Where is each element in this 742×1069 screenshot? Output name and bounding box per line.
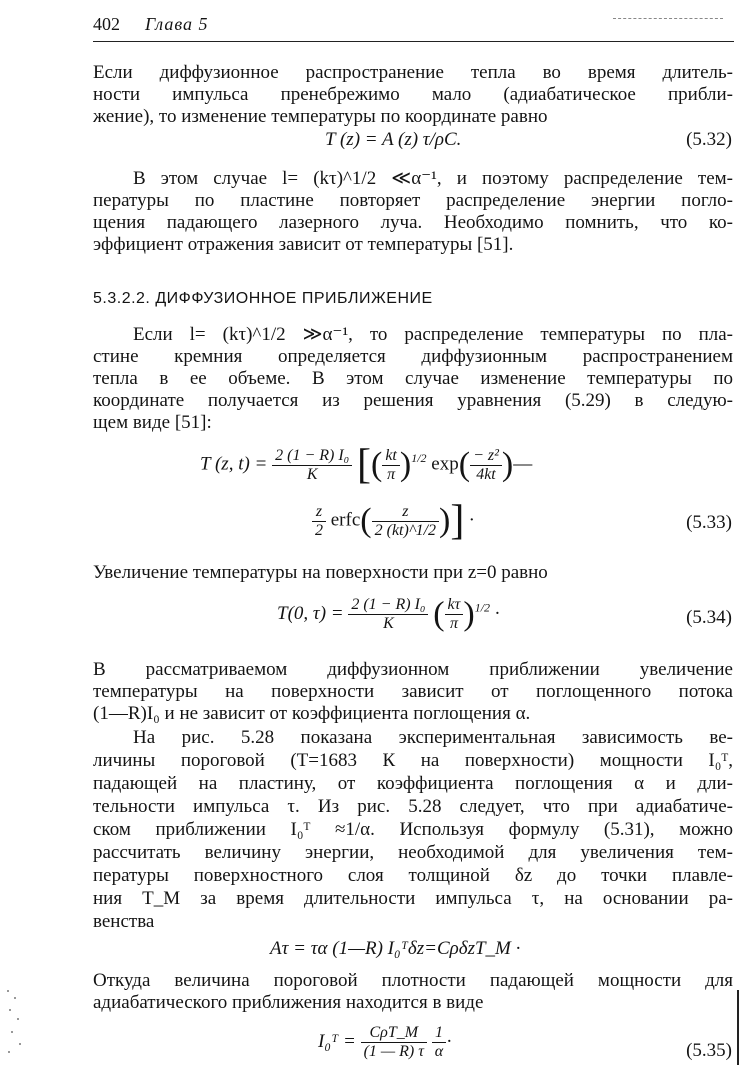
text-line: В этом случае l= (kτ)^1/2 ≪α⁻¹, и поэтому распределение тем- (133, 168, 733, 189)
text-line: венства (93, 911, 155, 932)
exp-function: exp (431, 453, 459, 475)
text-line: Увеличение температуры на поверхности при z=0 равно (93, 562, 548, 583)
text-line: пературы поверхностного слоя толщиной δz до точки плавле- (93, 865, 733, 886)
paragraph-adiabatic-condition (93, 168, 733, 256)
equation-lhs: T (z, t) = (200, 453, 268, 475)
text-line: жение), то изменение температуры по координате равно (93, 106, 548, 127)
fraction (372, 503, 439, 540)
equation-number: (5.34) (686, 607, 732, 628)
denominator: α (434, 1043, 444, 1060)
paren: ( (458, 446, 471, 483)
equation-5-33-line2: $\frac{z}{2}$ erfc( $\frac{z}{2 (kt)\^{}1/2}$ )] · (312, 500, 474, 542)
paragraph-diffusion (93, 324, 733, 434)
text-line: Если l= (kτ)^1/2 ≫α⁻¹, то распределение температуры по пла- (133, 324, 733, 345)
text-line: Если диффузионное распространение тепла во время длитель- (93, 62, 733, 83)
page-number: 402 (93, 14, 120, 34)
paragraph-threshold (93, 970, 733, 1014)
paren: ) (439, 502, 451, 539)
fraction (470, 447, 502, 484)
text-line: пературы по пластине повторяет распределение энергии погло- (93, 190, 733, 211)
paragraph-figure-528 (93, 726, 733, 933)
bracket: ] (450, 498, 465, 544)
text-line: рассчитать величину энергии, необходимой для увеличения тем- (93, 842, 733, 863)
paren: ( (433, 595, 445, 633)
text-line: На рис. 5.28 показана экспериментальная зависимость ве- (133, 727, 733, 748)
numerator: 2 (1 − R) I₀ (348, 596, 428, 615)
equation-energy-balance: Aτ = τα (1—R) I₀ᵀδz=CρδzT_M · (270, 938, 521, 959)
fraction (361, 1024, 427, 1061)
text-line: температуры на поверхности зависит от поглощенного потока (93, 681, 733, 702)
equation-lhs: T(0, τ) = (277, 602, 344, 624)
equation-lhs: I₀ᵀ = (318, 1030, 356, 1052)
text-line: ности импульса пренебрежимо мало (адиабатическое прибли- (93, 84, 733, 105)
numerator: CρT_M (361, 1024, 427, 1043)
period: · (446, 1030, 453, 1052)
equation-5-32: T (z) = A (z) τ/ρC. (325, 129, 462, 150)
header-rule (93, 41, 734, 42)
text-line: эффициент отражения зависит от температуры [51]. (93, 234, 514, 255)
paren: ) (501, 446, 514, 483)
text-line: падающей на пластину, от коэффициента поглощения α и дли- (93, 773, 733, 794)
text-line: стине кремния определяется диффузионным распространением (93, 346, 733, 367)
margin-marks (5, 985, 25, 1065)
denominator: π (449, 615, 458, 632)
text-line: ском приближении I₀ᵀ ≈1/α. Используя формулу (5.31), можно (93, 819, 733, 840)
text-line: щения падающего лазерного луча. Необходимо помнить, что ко- (93, 212, 733, 233)
denominator: π (387, 465, 396, 483)
bracket: [ (357, 442, 371, 488)
fraction (382, 447, 400, 484)
denominator: 2 (315, 521, 323, 539)
numerator: − z² (470, 447, 502, 466)
text-line: тепла в ее объеме. В этом случае изменение температуры по (93, 368, 733, 389)
fraction (312, 503, 326, 540)
text-line: адиабатического приближения находится в виде (93, 992, 484, 1013)
equation-5-34: T(0, τ) = $\frac{\text{2 (1 − R) I₀}}{K}$ ( $\frac{k\tau}{\pi}$ )$^{1/2}$ · (277, 595, 500, 633)
exponent: 1/2 (411, 451, 427, 466)
denominator: K (383, 615, 394, 632)
equation-number: (5.32) (686, 129, 732, 150)
paren: ) (399, 446, 412, 483)
denominator: 2 (kt)^1/2 (374, 521, 437, 539)
equation-5-33-line1 (200, 444, 532, 486)
fraction (272, 447, 352, 484)
equation-number: (5.35) (686, 1040, 732, 1061)
exponent: 1/2 (474, 600, 491, 615)
numerator: 2 (1 − R) I₀ (272, 447, 352, 466)
equation-5-35 (318, 1024, 452, 1061)
paragraph-adiabatic (93, 62, 733, 128)
fraction (432, 1024, 446, 1061)
paren: ( (360, 502, 372, 539)
header-mark (613, 18, 723, 19)
paren: ( (371, 446, 383, 483)
text-line: В рассматриваемом диффузионном приближении увеличение (93, 659, 733, 680)
erfc-function: erfc (330, 509, 361, 531)
text-line: Откуда величина пороговой плотности падающей мощности для (93, 970, 733, 991)
numerator: kt (382, 447, 400, 466)
text-line: ния T_M за время длительности импульса τ, на основании ра- (93, 888, 733, 909)
paragraph-surface (93, 562, 733, 584)
section-heading: 5.3.2.2. ДИФФУЗИОННОЕ ПРИБЛИЖЕНИЕ (93, 290, 433, 307)
equation-number: (5.33) (686, 512, 732, 533)
page-edge-bar (737, 990, 739, 1065)
fraction (445, 596, 464, 633)
text-line: координате получается из решения уравнения (5.29) в следую- (93, 390, 733, 411)
running-header (93, 10, 733, 38)
numerator: z (312, 503, 326, 522)
numerator: kτ (445, 596, 464, 615)
denominator: (1 — R) τ (363, 1043, 424, 1060)
denominator: K (306, 465, 318, 483)
numerator: z (372, 503, 439, 522)
text-line: (1—R)I₀ и не зависит от коэффициента поглощения α. (93, 703, 531, 724)
text-line: щем виде [51]: (93, 412, 212, 433)
text-line: тельности импульса τ. Из рис. 5.28 следует, что при адиабатиче- (93, 796, 733, 817)
chapter-title: Глава 5 (145, 14, 209, 34)
denominator: 4kt (476, 465, 496, 483)
numerator: 1 (432, 1024, 446, 1043)
minus-sign: — (513, 453, 533, 475)
text-line: личины пороговой (T=1683 К на поверхности) мощности I₀ᵀ, (93, 750, 733, 771)
fraction (348, 596, 428, 633)
paragraph-diffusion-result (93, 659, 733, 725)
paren: ) (463, 595, 475, 633)
